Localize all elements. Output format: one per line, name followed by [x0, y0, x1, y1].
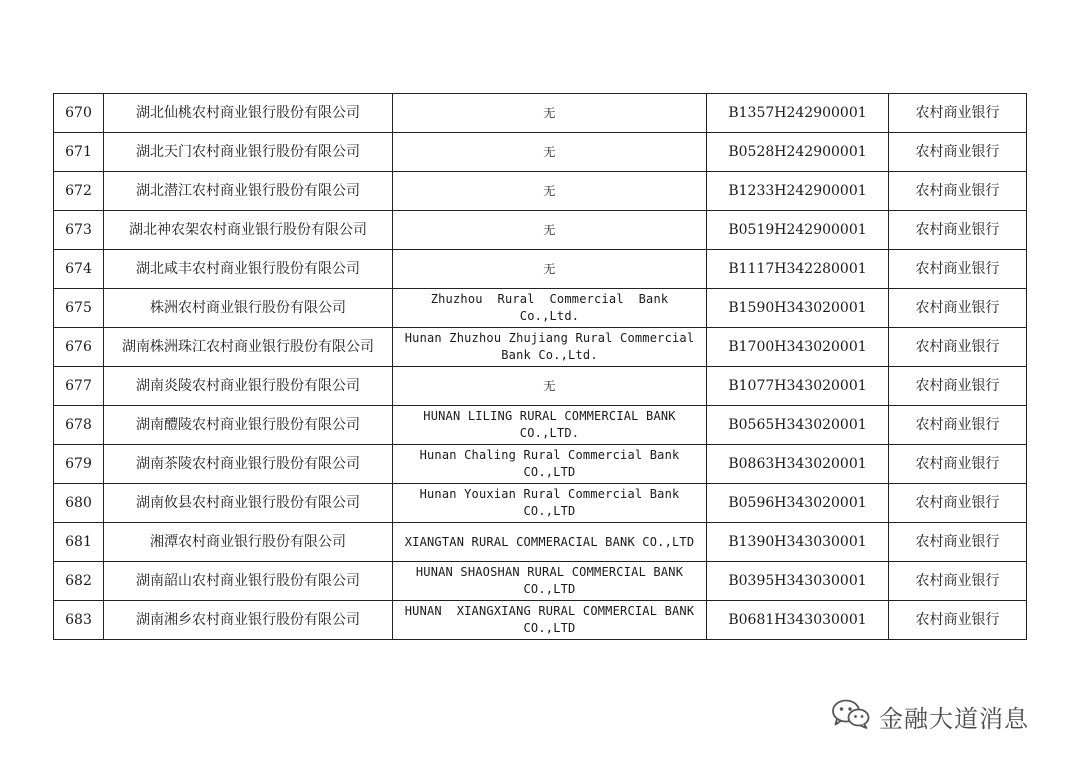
institution-code-cell: B0863H343020001: [707, 445, 889, 484]
institution-code-cell: B1077H343020001: [707, 367, 889, 406]
english-name-cell: [393, 133, 707, 172]
institution-code-cell: B1700H343020001: [707, 328, 889, 367]
institution-code-cell: B1590H343020001: [707, 289, 889, 328]
institution-code-cell: B0395H343030001: [707, 562, 889, 601]
english-name-text: 无: [543, 144, 556, 159]
institution-code-cell: B0565H343020001: [707, 406, 889, 445]
english-name-text: Zhuzhou Rural Commercial Bank Co.,Ltd.: [430, 292, 669, 323]
table-row: [54, 328, 1027, 367]
english-name-text: HUNAN SHAOSHAN RURAL COMMERCIAL BANK CO.,LTD: [415, 565, 684, 596]
row-number-cell: 679: [54, 445, 104, 484]
row-number-cell: 683: [54, 601, 104, 640]
table-row: [54, 289, 1027, 328]
watermark: [831, 696, 1029, 736]
row-number-cell: 682: [54, 562, 104, 601]
row-number-cell: 672: [54, 172, 104, 211]
chinese-name-cell: 湖北天门农村商业银行股份有限公司: [104, 133, 393, 172]
english-name-text: HUNAN LILING RURAL COMMERCIAL BANK CO.,LTD.: [423, 409, 676, 440]
english-name-cell: [393, 523, 707, 562]
english-name-text: Hunan Chaling Rural Commercial Bank CO.,LTD: [419, 448, 680, 479]
institution-type-cell: 农村商业银行: [889, 94, 1027, 133]
row-number-cell: 674: [54, 250, 104, 289]
institution-type-cell: 农村商业银行: [889, 172, 1027, 211]
institution-code-cell: B0519H242900001: [707, 211, 889, 250]
bank-list-table: [53, 93, 1027, 640]
table-row: [54, 406, 1027, 445]
english-name-cell: [393, 406, 707, 445]
table-row: [54, 484, 1027, 523]
chinese-name-cell: 湖南株洲珠江农村商业银行股份有限公司: [104, 328, 393, 367]
english-name-text: Hunan Zhuzhou Zhujiang Rural Commercial Bank Co.,Ltd.: [404, 331, 695, 362]
chinese-name-cell: 湖南韶山农村商业银行股份有限公司: [104, 562, 393, 601]
institution-code-cell: B1357H242900001: [707, 94, 889, 133]
table-body: [54, 94, 1027, 640]
english-name-cell: [393, 211, 707, 250]
wechat-icon: [831, 698, 871, 734]
chinese-name-cell: 湖北仙桃农村商业银行股份有限公司: [104, 94, 393, 133]
row-number-cell: 680: [54, 484, 104, 523]
row-number-cell: 676: [54, 328, 104, 367]
english-name-cell: [393, 250, 707, 289]
institution-code-cell: B0681H343030001: [707, 601, 889, 640]
english-name-text: 无: [543, 183, 556, 198]
table-row: [54, 211, 1027, 250]
chinese-name-cell: 湖北咸丰农村商业银行股份有限公司: [104, 250, 393, 289]
english-name-text: 无: [543, 378, 556, 393]
english-name-cell: [393, 367, 707, 406]
chinese-name-cell: 湖北神农架农村商业银行股份有限公司: [104, 211, 393, 250]
english-name-text: 无: [543, 105, 556, 120]
english-name-text: XIANGTAN RURAL COMMERACIAL BANK CO.,LTD: [404, 534, 695, 549]
institution-type-cell: 农村商业银行: [889, 445, 1027, 484]
chinese-name-cell: 湖南湘乡农村商业银行股份有限公司: [104, 601, 393, 640]
chinese-name-cell: 湖南醴陵农村商业银行股份有限公司: [104, 406, 393, 445]
chinese-name-cell: 湖南炎陵农村商业银行股份有限公司: [104, 367, 393, 406]
row-number-cell: 681: [54, 523, 104, 562]
row-number-cell: 675: [54, 289, 104, 328]
table-row: [54, 133, 1027, 172]
institution-type-cell: 农村商业银行: [889, 601, 1027, 640]
institution-code-cell: B1117H342280001: [707, 250, 889, 289]
english-name-text: HUNAN XIANGXIANG RURAL COMMERCIAL BANK CO.,LTD: [404, 604, 695, 635]
row-number-cell: 671: [54, 133, 104, 172]
watermark-text: 金融大道消息: [879, 704, 1029, 733]
institution-type-cell: 农村商业银行: [889, 367, 1027, 406]
institution-code-cell: B0528H242900001: [707, 133, 889, 172]
english-name-cell: [393, 172, 707, 211]
institution-type-cell: 农村商业银行: [889, 289, 1027, 328]
table-row: [54, 562, 1027, 601]
row-number-cell: 677: [54, 367, 104, 406]
row-number-cell: 673: [54, 211, 104, 250]
chinese-name-cell: 湖南攸县农村商业银行股份有限公司: [104, 484, 393, 523]
institution-type-cell: 农村商业银行: [889, 484, 1027, 523]
institution-type-cell: 农村商业银行: [889, 562, 1027, 601]
chinese-name-cell: 湖南茶陵农村商业银行股份有限公司: [104, 445, 393, 484]
english-name-text: 无: [543, 261, 556, 276]
institution-type-cell: 农村商业银行: [889, 133, 1027, 172]
institution-type-cell: 农村商业银行: [889, 406, 1027, 445]
english-name-cell: [393, 484, 707, 523]
english-name-cell: [393, 289, 707, 328]
table-row: [54, 94, 1027, 133]
row-number-cell: 678: [54, 406, 104, 445]
institution-type-cell: 农村商业银行: [889, 523, 1027, 562]
table-row: [54, 250, 1027, 289]
institution-code-cell: B1233H242900001: [707, 172, 889, 211]
row-number-cell: 670: [54, 94, 104, 133]
chinese-name-cell: 湖北潜江农村商业银行股份有限公司: [104, 172, 393, 211]
english-name-cell: [393, 328, 707, 367]
english-name-cell: [393, 94, 707, 133]
english-name-cell: [393, 562, 707, 601]
english-name-cell: [393, 601, 707, 640]
institution-type-cell: 农村商业银行: [889, 328, 1027, 367]
chinese-name-cell: 株洲农村商业银行股份有限公司: [104, 289, 393, 328]
chinese-name-cell: 湘潭农村商业银行股份有限公司: [104, 523, 393, 562]
institution-code-cell: B1390H343030001: [707, 523, 889, 562]
institution-code-cell: B0596H343020001: [707, 484, 889, 523]
table-row: [54, 601, 1027, 640]
english-name-text: Hunan Youxian Rural Commercial Bank CO.,LTD: [419, 487, 680, 518]
table-row: [54, 445, 1027, 484]
table-row: [54, 172, 1027, 211]
english-name-text: 无: [543, 222, 556, 237]
english-name-cell: [393, 445, 707, 484]
table-row: [54, 523, 1027, 562]
table-row: [54, 367, 1027, 406]
institution-type-cell: 农村商业银行: [889, 250, 1027, 289]
institution-type-cell: 农村商业银行: [889, 211, 1027, 250]
